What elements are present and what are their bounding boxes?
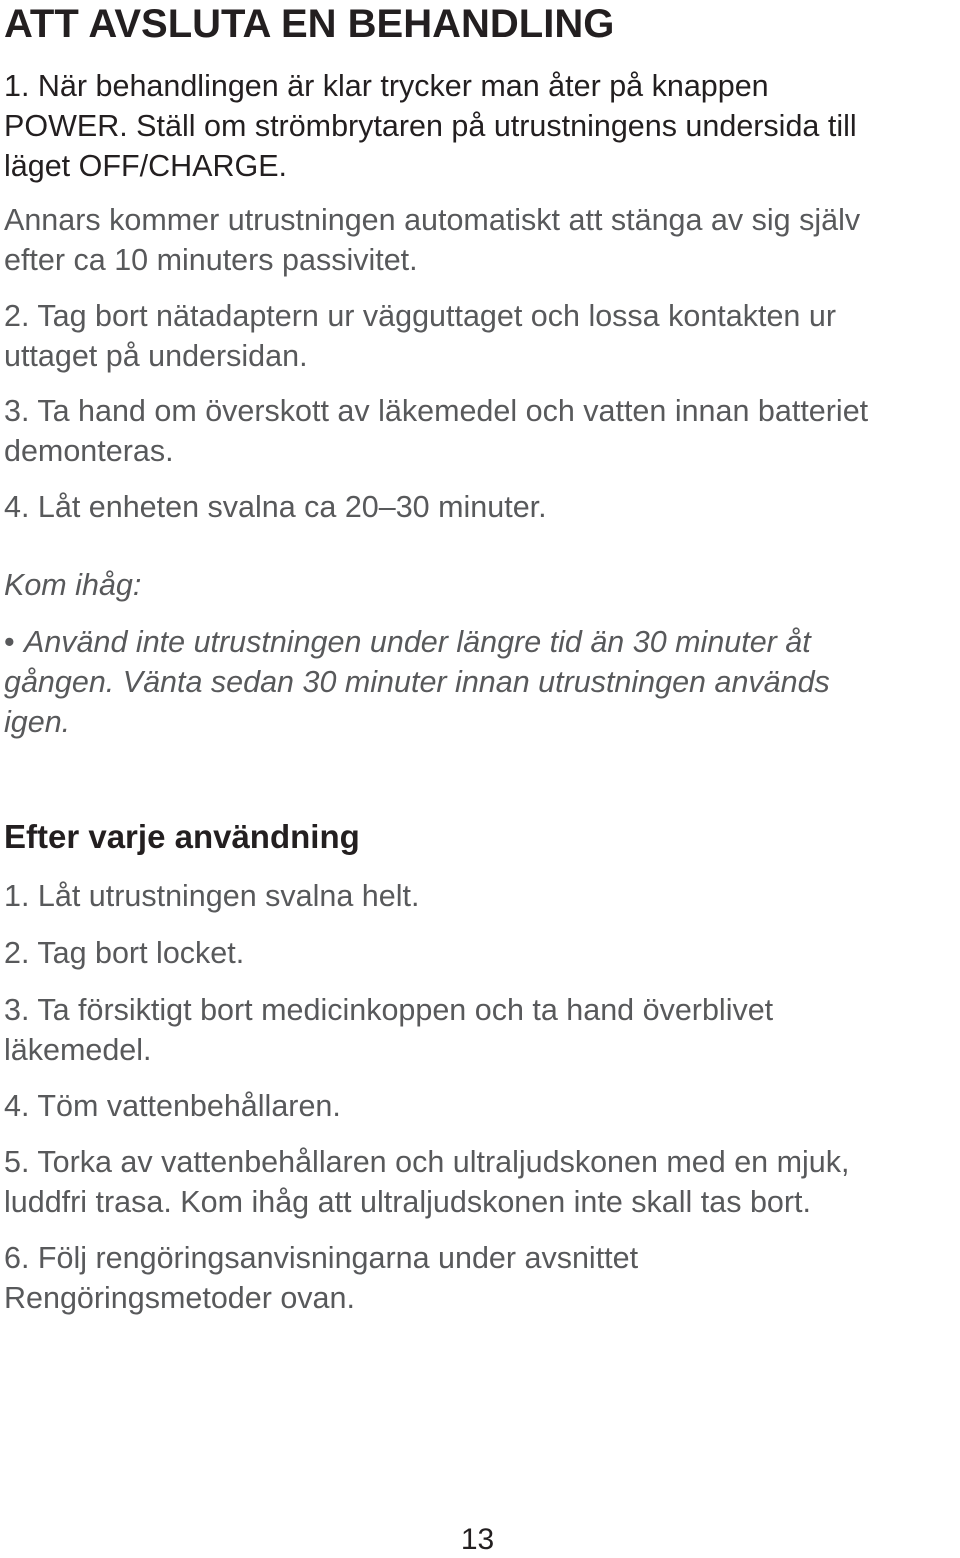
after-use-heading: Efter varje användning	[4, 818, 360, 855]
after-use-step-line: 5. Torka av vattenbehållaren och ultraljudskonen med en mjuk,	[4, 1145, 850, 1179]
after-use-step-line: 1. Låt utrustningen svalna helt.	[4, 879, 420, 913]
after-use-step-6	[4, 1238, 638, 1318]
finish-step-3-line: 3. Ta hand om överskott av läkemedel och vatten innan batteriet	[4, 394, 869, 428]
finish-step-1	[4, 66, 857, 186]
bullet-icon: •	[4, 625, 15, 659]
after-use-step-line: 3. Ta försiktigt bort medicinkoppen och ta hand överblivet	[4, 993, 774, 1027]
after-use-step-line: läkemedel.	[4, 1033, 152, 1067]
after-use-step-4	[4, 1086, 341, 1126]
finish-step-3	[4, 391, 868, 471]
after-use-step-1	[4, 876, 419, 916]
after-use-step-line: Rengöringsmetoder ovan.	[4, 1281, 355, 1315]
after-use-step-line: 4. Töm vattenbehållaren.	[4, 1089, 341, 1123]
auto-off-note-line: Annars kommer utrustningen automatiskt att stänga av sig själv	[4, 203, 861, 237]
finish-step-4	[4, 487, 547, 527]
auto-off-note	[4, 200, 860, 280]
finish-step-2	[4, 296, 836, 376]
finish-step-4-line: 4. Låt enheten svalna ca 20–30 minuter.	[4, 490, 547, 524]
finish-step-1-line: läget OFF/CHARGE.	[4, 149, 288, 183]
after-use-step-5	[4, 1142, 849, 1222]
finish-step-1-line: 1. När behandlingen är klar trycker man åter på knappen	[4, 69, 769, 103]
reminder-line: igen.	[4, 705, 71, 739]
auto-off-note-line: efter ca 10 minuters passivitet.	[4, 243, 418, 277]
finish-step-3-line: demonteras.	[4, 434, 174, 468]
finish-step-2-line: uttaget på undersidan.	[4, 339, 308, 373]
finish-step-1-line: POWER. Ställ om strömbrytaren på utrustningens undersida till	[4, 109, 857, 143]
after-use-step-line: 2. Tag bort locket.	[4, 936, 245, 970]
page-title: ATT AVSLUTA EN BEHANDLING	[4, 2, 615, 46]
finish-step-2-line: 2. Tag bort nätadaptern ur vägguttaget och lossa kontakten ur	[4, 299, 836, 333]
after-use-step-3	[4, 990, 773, 1070]
reminder-bullet-text	[4, 622, 830, 742]
page-number: 13	[460, 1523, 495, 1556]
after-use-step-line: luddfri trasa. Kom ihåg att ultraljudskonen inte skall tas bort.	[4, 1185, 811, 1219]
reminder-line: gången. Vänta sedan 30 minuter innan utrustningen används	[4, 665, 830, 699]
reminder-label: Kom ihåg:	[4, 568, 142, 602]
reminder-line: Använd inte utrustningen under längre tid än 30 minuter åt	[24, 625, 811, 659]
reminder-bullet-line	[4, 622, 830, 662]
after-use-step-2	[4, 933, 244, 973]
after-use-step-line: 6. Följ rengöringsanvisningarna under avsnittet	[4, 1241, 639, 1275]
